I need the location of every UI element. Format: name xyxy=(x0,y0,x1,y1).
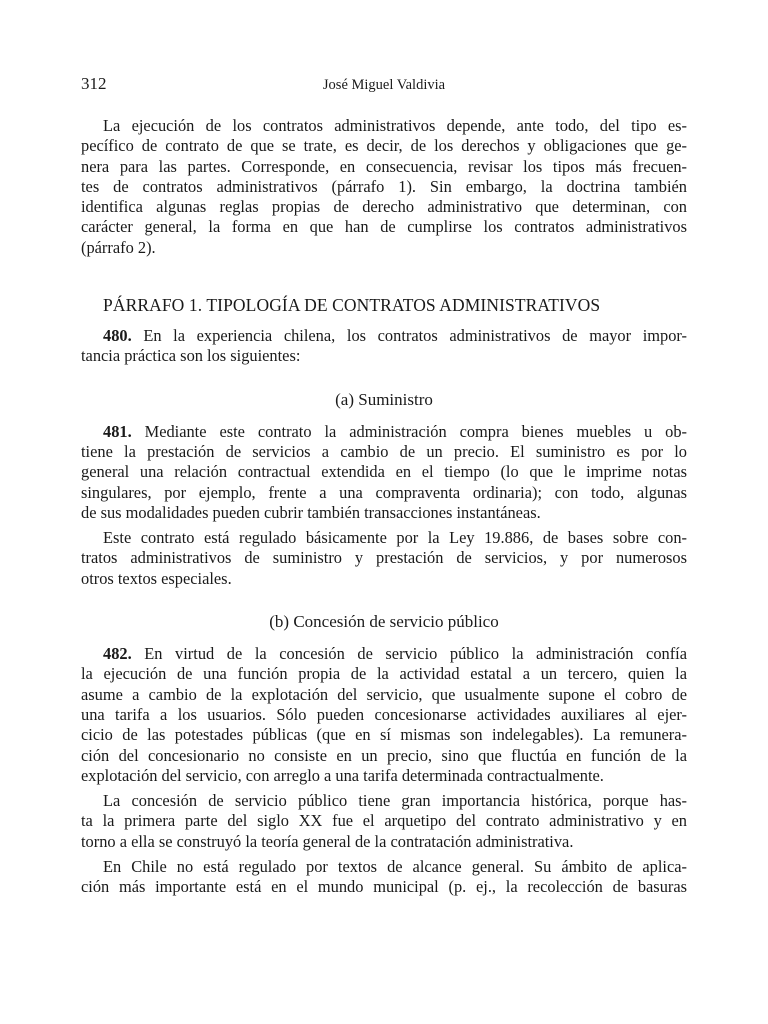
text-line: carácter general, la forma en que han de cumplirse los contratos administrativos xyxy=(81,217,687,237)
text-line: ta la primera parte del siglo XX fue el arquetipo del contrato administrativo y en xyxy=(81,811,687,831)
text-line: La concesión de servicio público tiene gran importancia histórica, porque has- xyxy=(103,791,687,811)
text-line: singulares, por ejemplo, frente a una compraventa ordinaria); con todo, algunas xyxy=(81,482,687,502)
paragraph-number: 480. xyxy=(103,326,132,346)
page-number: 312 xyxy=(81,74,107,93)
text-line: torno a ella se construyó la teoría general de la contratación administrativa. xyxy=(81,831,574,851)
text-line: Este contrato está regulado básicamente por la Ley 19.886, de bases sobre con- xyxy=(103,528,687,548)
page-body xyxy=(81,116,687,898)
subheading-suministro: (a) Suministro xyxy=(335,389,433,409)
text-line: tratos administrativos de suministro y prestación de servicios, y por numerosos xyxy=(81,548,687,568)
text-line: ción más importante está en el mundo municipal (p. ej., la recolección de basuras xyxy=(81,877,687,897)
text-line: 480. En la experiencia chilena, los contratos administrativos de mayor impor- xyxy=(103,326,687,346)
text-line: La ejecución de los contratos administrativos depende, ante todo, del tipo es- xyxy=(103,116,687,135)
paragraph-481 xyxy=(81,422,687,523)
text-line: cicio de las potestades públicas (que en sí mismas son indelegables). La remunera- xyxy=(81,725,687,745)
text-line: de sus modalidades pueden cubrir también transacciones instantáneas. xyxy=(81,502,541,522)
subheading-concesion: (b) Concesión de servicio público xyxy=(269,612,499,632)
text-line: En Chile no está regulado por textos de alcance general. Su ámbito de aplica- xyxy=(103,857,687,877)
text-line: una tarifa a los usuarios. Sólo pueden concesionarse actividades auxiliares al ejer- xyxy=(81,704,687,724)
text-line: ción del concesionario no consiste en un precio, sino que fluctúa en función de la xyxy=(81,745,687,765)
paragraph-482-continued xyxy=(81,791,687,852)
running-head: José Miguel Valdivia xyxy=(322,77,446,93)
text-line: asume a cambio de la explotación del servicio, que usualmente supone el cobro de xyxy=(81,684,687,704)
intro-paragraph xyxy=(81,116,687,258)
text-line: la ejecución de una función propia de la actividad estatal a un tercero, quien la xyxy=(81,664,687,684)
text-line: 482. En virtud de la concesión de servicio público la administración confía xyxy=(103,644,687,664)
text-line: explotación del servicio, con arreglo a una tarifa determinada contractualmente. xyxy=(81,765,604,785)
text-line: identifica algunas reglas propias de derecho administrativo que determinan, con xyxy=(81,197,687,217)
section-heading: PÁRRAFO 1. TIPOLOGÍA DE CONTRATOS ADMINISTRATIVOS xyxy=(103,295,601,316)
text-line: tes de contratos administrativos (párrafo 1). Sin embargo, la doctrina también xyxy=(81,176,687,196)
text-line: (párrafo 2). xyxy=(81,237,156,257)
paragraph-481-continued xyxy=(81,528,687,589)
paragraph-480 xyxy=(81,326,687,367)
page-header xyxy=(81,73,687,95)
text-line: tancia práctica son los siguientes: xyxy=(81,346,301,366)
paragraph-482-chile xyxy=(81,857,687,898)
text-line: tiene la prestación de servicios a cambio de un precio. El suministro es por lo xyxy=(81,441,687,461)
text-line: 481. Mediante este contrato la administración compra bienes muebles u ob- xyxy=(103,421,687,441)
text-line: nera para las partes. Corresponde, en consecuencia, revisar los tipos más frecuen- xyxy=(81,156,687,176)
paragraph-number: 482. xyxy=(103,644,132,664)
text-line: otros textos especiales. xyxy=(81,568,232,588)
text-line: pecífico de contrato de que se trate, es decir, de los derechos y obligaciones que ge- xyxy=(81,136,687,156)
paragraph-482 xyxy=(81,644,687,786)
paragraph-number: 481. xyxy=(103,421,132,441)
text-line: general una relación contractual extendida en el tiempo (lo que le imprime notas xyxy=(81,462,687,482)
